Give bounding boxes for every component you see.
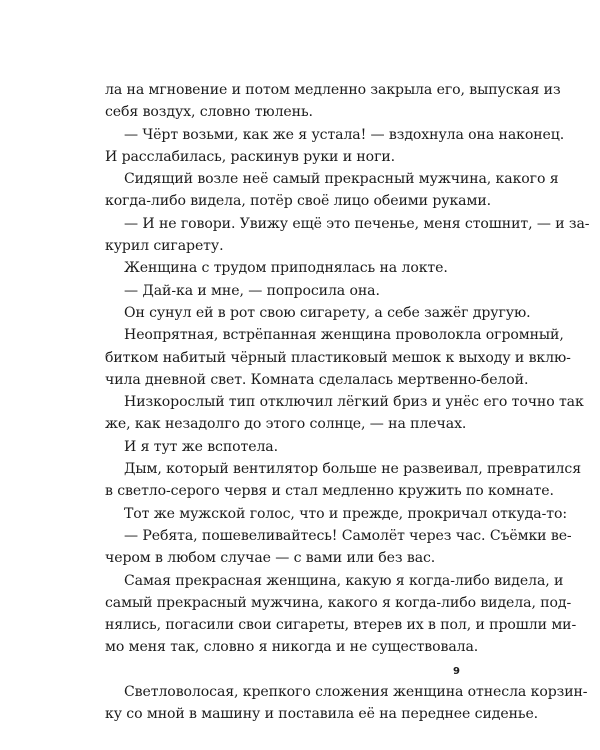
text-line: ла на мгновение и потом медленно закрыла его, выпуская из xyxy=(105,82,561,98)
text-line: чером в любом случае — с вами или без вас. xyxy=(105,550,436,567)
text-line: себя воздух, словно тюлень. xyxy=(105,104,313,121)
text-line: нялись, погасили свои сигареты, втерев их в пол, и прошли ми- xyxy=(105,617,577,634)
text-line: — И не говори. Увижу ещё это печенье, меня стошнит, — и за- xyxy=(124,215,590,232)
text-line: курил сигарету. xyxy=(105,238,224,255)
text-line: Самая прекрасная женщина, какую я когда-либо видела, и xyxy=(124,572,564,589)
text-line: же, как незадолго до этого солнце, — на плечах. xyxy=(105,416,467,433)
page-text xyxy=(105,79,590,726)
text-line: чила дневной свет. Комната сделалась мертвенно-белой. xyxy=(105,371,529,388)
text-line: самый прекрасный мужчина, какого я когда-либо видела, под- xyxy=(105,594,572,611)
text-line: Дым, который вентилятор больше не развеивал, превратился xyxy=(124,461,581,478)
text-line: Тот же мужской голос, что и прежде, прокричал откуда-то: xyxy=(124,505,567,522)
text-line: мо меня так, словно я никогда и не существовала. xyxy=(105,639,479,656)
page-number: 9 xyxy=(453,666,460,677)
text-line: И расслабилась, раскинув руки и ноги. xyxy=(105,148,396,165)
text-line: Светловолосая, крепкого сложения женщина отнесла корзин- xyxy=(124,684,588,701)
text-line: — Чёрт возьми, как же я устала! — вздохнула она наконец. xyxy=(124,126,565,143)
text-line: — Дай-ка и мне, — попросила она. xyxy=(124,282,380,299)
text-line: в светло-серого червя и стал медленно кружить по комнате. xyxy=(105,483,554,500)
text-line: Неопрятная, встрёпанная женщина проволокла огромный, xyxy=(124,327,564,344)
text-line: Женщина с трудом приподнялась на локте. xyxy=(124,260,448,277)
paragraph-gap xyxy=(105,659,503,681)
text-line: И я тут же вспотела. xyxy=(124,438,278,455)
text-line: — Ребята, пошевеливайтесь! Самолёт через час. Съёмки ве- xyxy=(124,527,572,544)
text-line: Он сунул ей в рот свою сигарету, а себе зажёг другую. xyxy=(124,304,531,321)
text-line: битком набитый чёрный пластиковый мешок к выходу и вклю- xyxy=(105,349,571,366)
text-line: ку со мной в машину и поставила её на переднее сиденье. xyxy=(105,706,539,723)
text-line: Сидящий возле неё самый прекрасный мужчина, какого я xyxy=(124,171,559,188)
text-line: Низкорослый тип отключил лёгкий бриз и унёс его точно так xyxy=(124,394,584,411)
text-line: когда-либо видела, потёр своё лицо обеими руками. xyxy=(105,193,492,210)
